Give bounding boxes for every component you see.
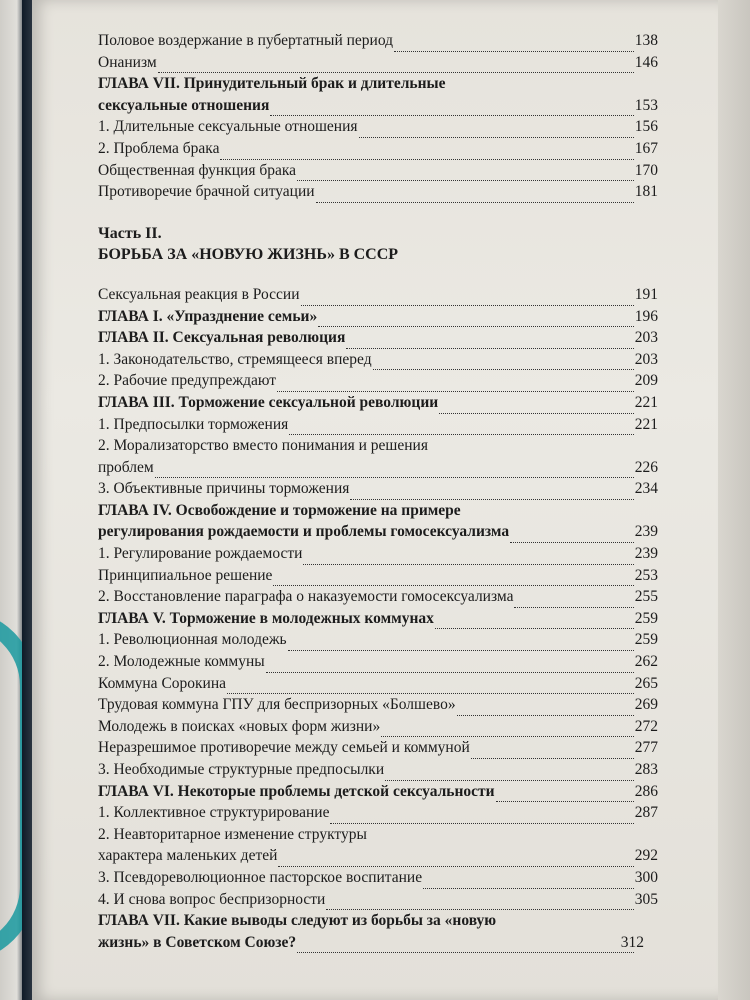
toc-entry: Принципиальное решение 253 — [98, 565, 658, 587]
toc-entry: 1. Коллективное структурирование 287 — [98, 802, 658, 824]
toc-entry: 3. Необходимые структурные предпосылки 283 — [98, 759, 658, 781]
toc-entry: жизнь» в Советском Союзе? 312 — [98, 932, 658, 954]
toc-entry: Общественная функция брака 170 — [98, 160, 658, 182]
toc-entry: Коммуна Сорокина 265 — [98, 673, 658, 695]
part-title: БОРЬБА ЗА «НОВУЮ ЖИЗНЬ» В СССР — [98, 246, 399, 264]
toc-entry: проблем 226 — [98, 457, 658, 479]
toc-entry: 2. Проблема брака 167 — [98, 138, 658, 160]
table-of-contents — [98, 30, 658, 953]
toc-entry: 1. Регулирование рождаемости 239 — [98, 543, 658, 565]
toc-entry-line: 2. Неавторитарное изменение структуры — [98, 825, 367, 843]
toc-entry: 4. И снова вопрос беспризорности 305 — [98, 889, 658, 911]
toc-entry: сексуальные отношения 153 — [98, 95, 658, 117]
toc-entry: Онанизм 146 — [98, 52, 658, 74]
toc-entry: Трудовая коммуна ГПУ для беспризорных «Болшево» 269 — [98, 694, 658, 716]
toc-entry: характера маленьких детей 292 — [98, 845, 658, 867]
toc-entry: 1. Предпосылки торможения 221 — [98, 414, 658, 436]
toc-entry: Противоречие брачной ситуации 181 — [98, 181, 658, 203]
chapter-title-line: ГЛАВА VII. Принудительный брак и длительные — [98, 75, 446, 93]
toc-entry: 1. Революционная молодежь 259 — [98, 629, 658, 651]
toc-entry: ГЛАВА V. Торможение в молодежных коммунах 259 — [98, 608, 658, 630]
toc-entry: ГЛАВА II. Сексуальная революция 203 — [98, 327, 658, 349]
toc-entry: Половое воздержание в пубертатный период 138 — [98, 30, 658, 52]
toc-entry: 3. Объективные причины торможения 234 — [98, 478, 658, 500]
toc-entry: Сексуальная реакция в России 191 — [98, 284, 658, 306]
toc-entry-line: 2. Морализаторство вместо понимания и решения — [98, 437, 428, 455]
chapter-title-line: ГЛАВА VII. Какие выводы следуют из борьбы за «новую — [98, 912, 497, 930]
toc-entry: регулирования рождаемости и проблемы гомосексуализма 239 — [98, 521, 658, 543]
toc-entry: ГЛАВА I. «Упразднение семьи» 196 — [98, 306, 658, 328]
chapter-title-line: ГЛАВА IV. Освобождение и торможение на примере — [98, 501, 461, 519]
toc-entry: 1. Законодательство, стремящееся вперед 203 — [98, 349, 658, 371]
toc-entry: 2. Рабочие предупреждают 209 — [98, 370, 658, 392]
toc-entry: 3. Псевдореволюционное пасторское воспитание 300 — [98, 867, 658, 889]
toc-entry: Молодежь в поисках «новых форм жизни» 272 — [98, 716, 658, 738]
toc-entry: Неразрешимое противоречие между семьей и коммуной 277 — [98, 737, 658, 759]
toc-entry: ГЛАВА VI. Некоторые проблемы детской сексуальности 286 — [98, 781, 658, 803]
toc-entry: 2. Молодежные коммуны 262 — [98, 651, 658, 673]
toc-entry: 2. Восстановление параграфа о наказуемости гомосексуализма 255 — [98, 586, 658, 608]
toc-entry: ГЛАВА III. Торможение сексуальной революции 221 — [98, 392, 658, 414]
book-spine-edge — [22, 0, 32, 1000]
part-label: Часть II. — [98, 224, 162, 242]
page-right-edge — [718, 0, 750, 1000]
toc-entry: 1. Длительные сексуальные отношения 156 — [98, 116, 658, 138]
